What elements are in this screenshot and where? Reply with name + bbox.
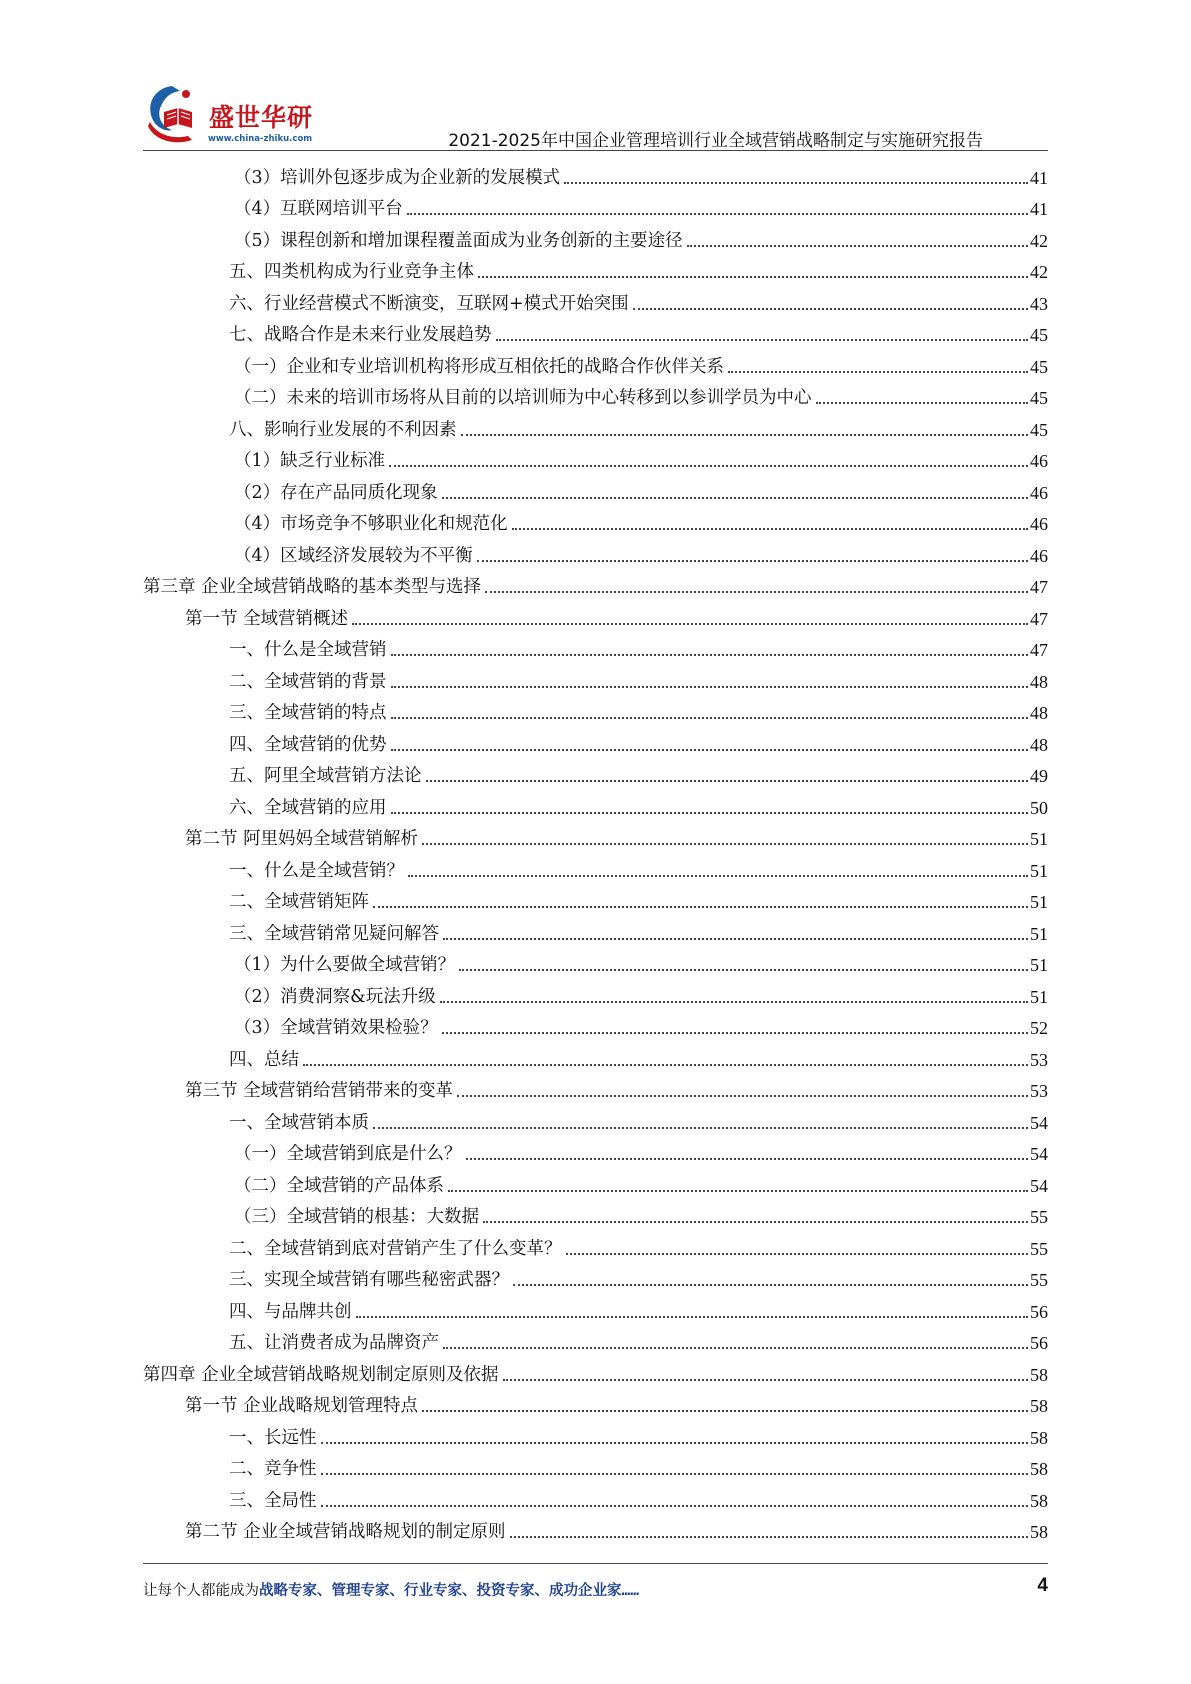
toc-entry-page: 45 [1030,419,1048,440]
toc-entry-title: 四、全域营销的优势 [229,733,391,757]
toc-entry-page: 41 [1030,199,1048,219]
toc-entry-page: 51 [1030,860,1048,881]
toc-entry-page: 56 [1030,1301,1048,1322]
toc-leader-dots [443,1347,1028,1349]
toc-entry[interactable] [143,505,1048,537]
toc-entry[interactable] [143,1355,1048,1387]
toc-entry-title: （4）区域经济发展较为不平衡 [234,544,477,568]
toc-leader-dots [391,686,1029,688]
toc-entry[interactable] [143,190,1048,222]
toc-leader-dots [352,623,1028,625]
toc-entry[interactable] [143,883,1048,915]
report-title: 2021-2025年中国企业管理培训行业全域营销战略制定与实施研究报告 [448,131,983,151]
toc-entry-title: 七、战略合作是未来行业发展趋势 [229,323,496,347]
toc-entry-page: 55 [1030,1238,1048,1259]
toc-leader-dots [391,654,1029,656]
toc-entry-page: 51 [1030,986,1048,1007]
toc-entry-title: 三、全域营销的特点 [229,701,391,725]
toc-entry-page: 54 [1030,1112,1048,1133]
toc-leader-dots [389,465,1028,467]
toc-entry-page: 54 [1030,1175,1048,1196]
toc-entry-title: 第三章 企业全域营销战略的基本类型与选择 [143,575,485,599]
toc-entry-title: （3）培训外包逐步成为企业新的发展模式 [234,166,564,190]
toc-leader-dots [426,780,1029,782]
toc-entry-title: 二、全域营销的背景 [229,670,391,694]
toc-leader-dots [408,875,1028,877]
toc-entry-title: （一）企业和专业培训机构将形成互相依托的战略合作伙伴关系 [234,355,728,379]
toc-leader-dots [422,1410,1028,1412]
toc-leader-dots [633,308,1028,310]
brand-url: www.china-zhiku.com [208,134,313,144]
toc-entry-title: 第一节 全域营销概述 [185,607,352,631]
toc-entry-page: 56 [1030,1333,1048,1353]
toc-entry[interactable] [143,1072,1048,1104]
toc-entry[interactable] [143,788,1048,820]
toc-entry[interactable] [143,694,1048,726]
toc-entry-page: 43 [1030,293,1048,314]
toc-leader-dots [442,1032,1028,1034]
toc-entry-page: 55 [1030,1207,1048,1227]
toc-entry-title: 一、什么是全域营销？ [229,859,408,883]
toc-entry-title: 二、全域营销到底对营销产生了什么变革？ [229,1237,566,1261]
toc-entry[interactable] [143,946,1048,978]
footer-slogan-highlight: 战略专家、管理专家、行业专家、投资专家、成功企业家…… [259,1583,639,1599]
toc-leader-dots [442,497,1028,499]
toc-entry-title: 四、总结 [229,1048,303,1072]
toc-entry[interactable] [143,599,1048,631]
toc-entry[interactable] [143,568,1048,600]
toc-entry[interactable] [143,757,1048,789]
toc-entry-title: 二、全域营销矩阵 [229,890,373,914]
toc-entry-page: 42 [1030,262,1048,282]
toc-leader-dots [422,843,1028,845]
toc-entry-page: 51 [1030,829,1048,849]
toc-entry[interactable] [143,851,1048,883]
toc-entry-page: 46 [1030,545,1048,566]
toc-entry[interactable] [143,1450,1048,1482]
toc-entry-page: 48 [1030,734,1048,755]
toc-leader-dots [496,339,1029,341]
toc-entry-title: （1）缺乏行业标准 [234,449,389,473]
toc-entry-title: 第一节 企业战略规划管理特点 [185,1394,422,1418]
toc-leader-dots [303,1064,1028,1066]
toc-entry-page: 46 [1030,451,1048,471]
toc-entry[interactable] [143,536,1048,568]
toc-entry[interactable] [143,442,1048,474]
toc-leader-dots [512,528,1028,530]
toc-entry[interactable] [143,473,1048,505]
toc-entry-page: 47 [1030,640,1048,660]
toc-entry-page: 48 [1030,671,1048,692]
toc-entry-page: 45 [1030,325,1048,345]
toc-entry[interactable] [143,1481,1048,1513]
toc-entry[interactable] [143,1387,1048,1419]
toc-leader-dots [477,560,1028,562]
toc-entry-page: 51 [1030,892,1048,912]
toc-entry-page: 41 [1030,167,1048,188]
toc-entry-title: 三、全局性 [229,1489,321,1513]
toc-entry-title: 第二节 阿里妈妈全域营销解析 [185,827,422,851]
toc-entry-page: 53 [1030,1081,1048,1101]
footer-divider [143,1563,1048,1564]
toc-entry-page: 58 [1030,1522,1048,1542]
toc-entry[interactable] [143,1261,1048,1293]
toc-leader-dots [566,1253,1029,1255]
toc-entry[interactable] [143,1103,1048,1135]
toc-leader-dots [391,812,1029,814]
toc-leader-dots [391,749,1029,751]
toc-entry[interactable] [143,1292,1048,1324]
toc-leader-dots [687,245,1028,247]
toc-entry-title: 一、全域营销本质 [229,1111,373,1135]
toc-entry[interactable] [143,977,1048,1009]
toc-leader-dots [373,906,1028,908]
toc-entry-title: （5）课程创新和增加课程覆盖面成为业务创新的主要途径 [234,229,687,253]
header-divider [143,150,1048,151]
toc-entry-page: 48 [1030,703,1048,723]
toc-entry[interactable] [143,631,1048,663]
toc-leader-dots [443,938,1028,940]
toc-entry[interactable] [143,253,1048,285]
toc-entry-title: （2）消费洞察&玩法升级 [234,985,440,1009]
toc-entry-page: 42 [1030,230,1048,251]
toc-entry[interactable] [143,221,1048,253]
toc-entry-page: 51 [1030,923,1048,944]
toc-entry-title: 第四章 企业全域营销战略规划制定原则及依据 [143,1363,503,1387]
toc-entry[interactable] [143,1198,1048,1230]
toc-entry[interactable] [143,347,1048,379]
toc-leader-dots [321,1442,1029,1444]
footer-slogan-prefix: 让每个人都能成为 [143,1583,259,1599]
toc-entry-title: 五、阿里全域营销方法论 [229,764,426,788]
toc-entry-title: 三、实现全域营销有哪些秘密武器？ [229,1268,513,1292]
toc-entry[interactable] [143,1135,1048,1167]
toc-entry[interactable] [143,1324,1048,1356]
toc-entry[interactable] [143,662,1048,694]
toc-leader-dots [321,1473,1029,1475]
toc-entry-page: 58 [1030,1427,1048,1448]
toc-entry-title: （二）未来的培训市场将从目前的以培训师为中心转移到以参训学员为中心 [234,386,816,410]
toc-entry-title: （4）市场竞争不够职业化和规范化 [234,512,512,536]
toc-entry-title: （3）全域营销效果检验？ [234,1016,442,1040]
toc-entry-title: （一）全域营销到底是什么？ [234,1142,466,1166]
toc-entry-page: 54 [1030,1144,1048,1164]
toc-entry[interactable] [143,725,1048,757]
toc-entry[interactable] [143,410,1048,442]
toc-entry[interactable] [143,379,1048,411]
toc-entry-title: 五、四类机构成为行业竞争主体 [229,260,478,284]
toc-entry[interactable] [143,1166,1048,1198]
toc-leader-dots [816,402,1029,404]
toc-entry-title: 第三节 全域营销给营销带来的变革 [185,1079,457,1103]
toc-entry-page: 50 [1030,797,1048,818]
toc-leader-dots [728,371,1028,373]
toc-leader-dots [503,1379,1028,1381]
toc-entry[interactable] [143,1513,1048,1545]
toc-entry-page: 58 [1030,1364,1048,1385]
toc-entry[interactable] [143,1418,1048,1450]
toc-leader-dots [466,1158,1029,1160]
toc-entry-title: 一、长远性 [229,1426,321,1450]
toc-entry-page: 45 [1030,356,1048,377]
toc-leader-dots [457,1095,1028,1097]
toc-leader-dots [356,1316,1029,1318]
toc-entry-title: 第二节 企业全域营销战略规划的制定原则 [185,1520,510,1544]
toc-entry-title: （2）存在产品同质化现象 [234,481,442,505]
toc-entry-page: 49 [1030,766,1048,786]
toc-entry[interactable] [143,316,1048,348]
toc-entry-title: 三、全域营销常见疑问解答 [229,922,443,946]
toc-entry-title: （三）全域营销的根基：大数据 [234,1205,483,1229]
toc-leader-dots [564,182,1028,184]
toc-entry[interactable] [143,820,1048,852]
toc-entry-title: （1）为什么要做全域营销？ [234,953,459,977]
toc-leader-dots [513,1284,1028,1286]
toc-entry-title: 二、竞争性 [229,1457,321,1481]
toc-entry-title: 五、让消费者成为品牌资产 [229,1331,443,1355]
toc-leader-dots [391,717,1029,719]
toc-entry-title: 一、什么是全域营销 [229,638,391,662]
toc-entry-page: 52 [1030,1018,1048,1038]
toc-leader-dots [510,1536,1028,1538]
toc-leader-dots [448,1190,1028,1192]
toc-entry-page: 46 [1030,482,1048,503]
toc-leader-dots [459,969,1028,971]
toc-entry-title: 六、行业经营模式不断演变，互联网+模式开始突围 [229,292,633,316]
toc-leader-dots [483,1221,1028,1223]
toc-leader-dots [373,1127,1028,1129]
toc-entry-title: 六、全域营销的应用 [229,796,391,820]
toc-entry[interactable] [143,914,1048,946]
toc-leader-dots [407,213,1028,215]
toc-leader-dots [461,434,1029,436]
toc-leader-dots [485,591,1028,593]
footer-slogan [143,1579,639,1600]
toc-entry-page: 58 [1030,1490,1048,1511]
toc-entry-title: 四、与品牌共创 [229,1300,356,1324]
toc-entry[interactable] [143,1040,1048,1072]
toc-entry-title: （4）互联网培训平台 [234,197,407,221]
toc-entry-title: （二）全域营销的产品体系 [234,1174,448,1198]
toc-entry-page: 58 [1030,1459,1048,1479]
toc-entry-page: 51 [1030,955,1048,975]
toc-entry[interactable] [143,284,1048,316]
toc-entry-page: 58 [1030,1396,1048,1416]
toc-entry[interactable] [143,1229,1048,1261]
brand-name: 盛世华研 [209,103,314,132]
toc-entry-page: 55 [1030,1270,1048,1290]
table-of-contents [143,158,1048,1544]
toc-leader-dots [440,1001,1028,1003]
toc-entry-page: 45 [1030,388,1048,408]
toc-entry-page: 46 [1030,514,1048,534]
page-number: 4 [1037,1575,1048,1596]
toc-leader-dots [478,276,1028,278]
toc-entry-title: 八、影响行业发展的不利因素 [229,418,461,442]
toc-entry[interactable] [143,1009,1048,1041]
toc-entry-page: 47 [1030,608,1048,629]
toc-entry[interactable] [143,158,1048,190]
toc-entry-page: 53 [1030,1049,1048,1070]
toc-entry-page: 47 [1030,577,1048,597]
toc-leader-dots [321,1505,1029,1507]
